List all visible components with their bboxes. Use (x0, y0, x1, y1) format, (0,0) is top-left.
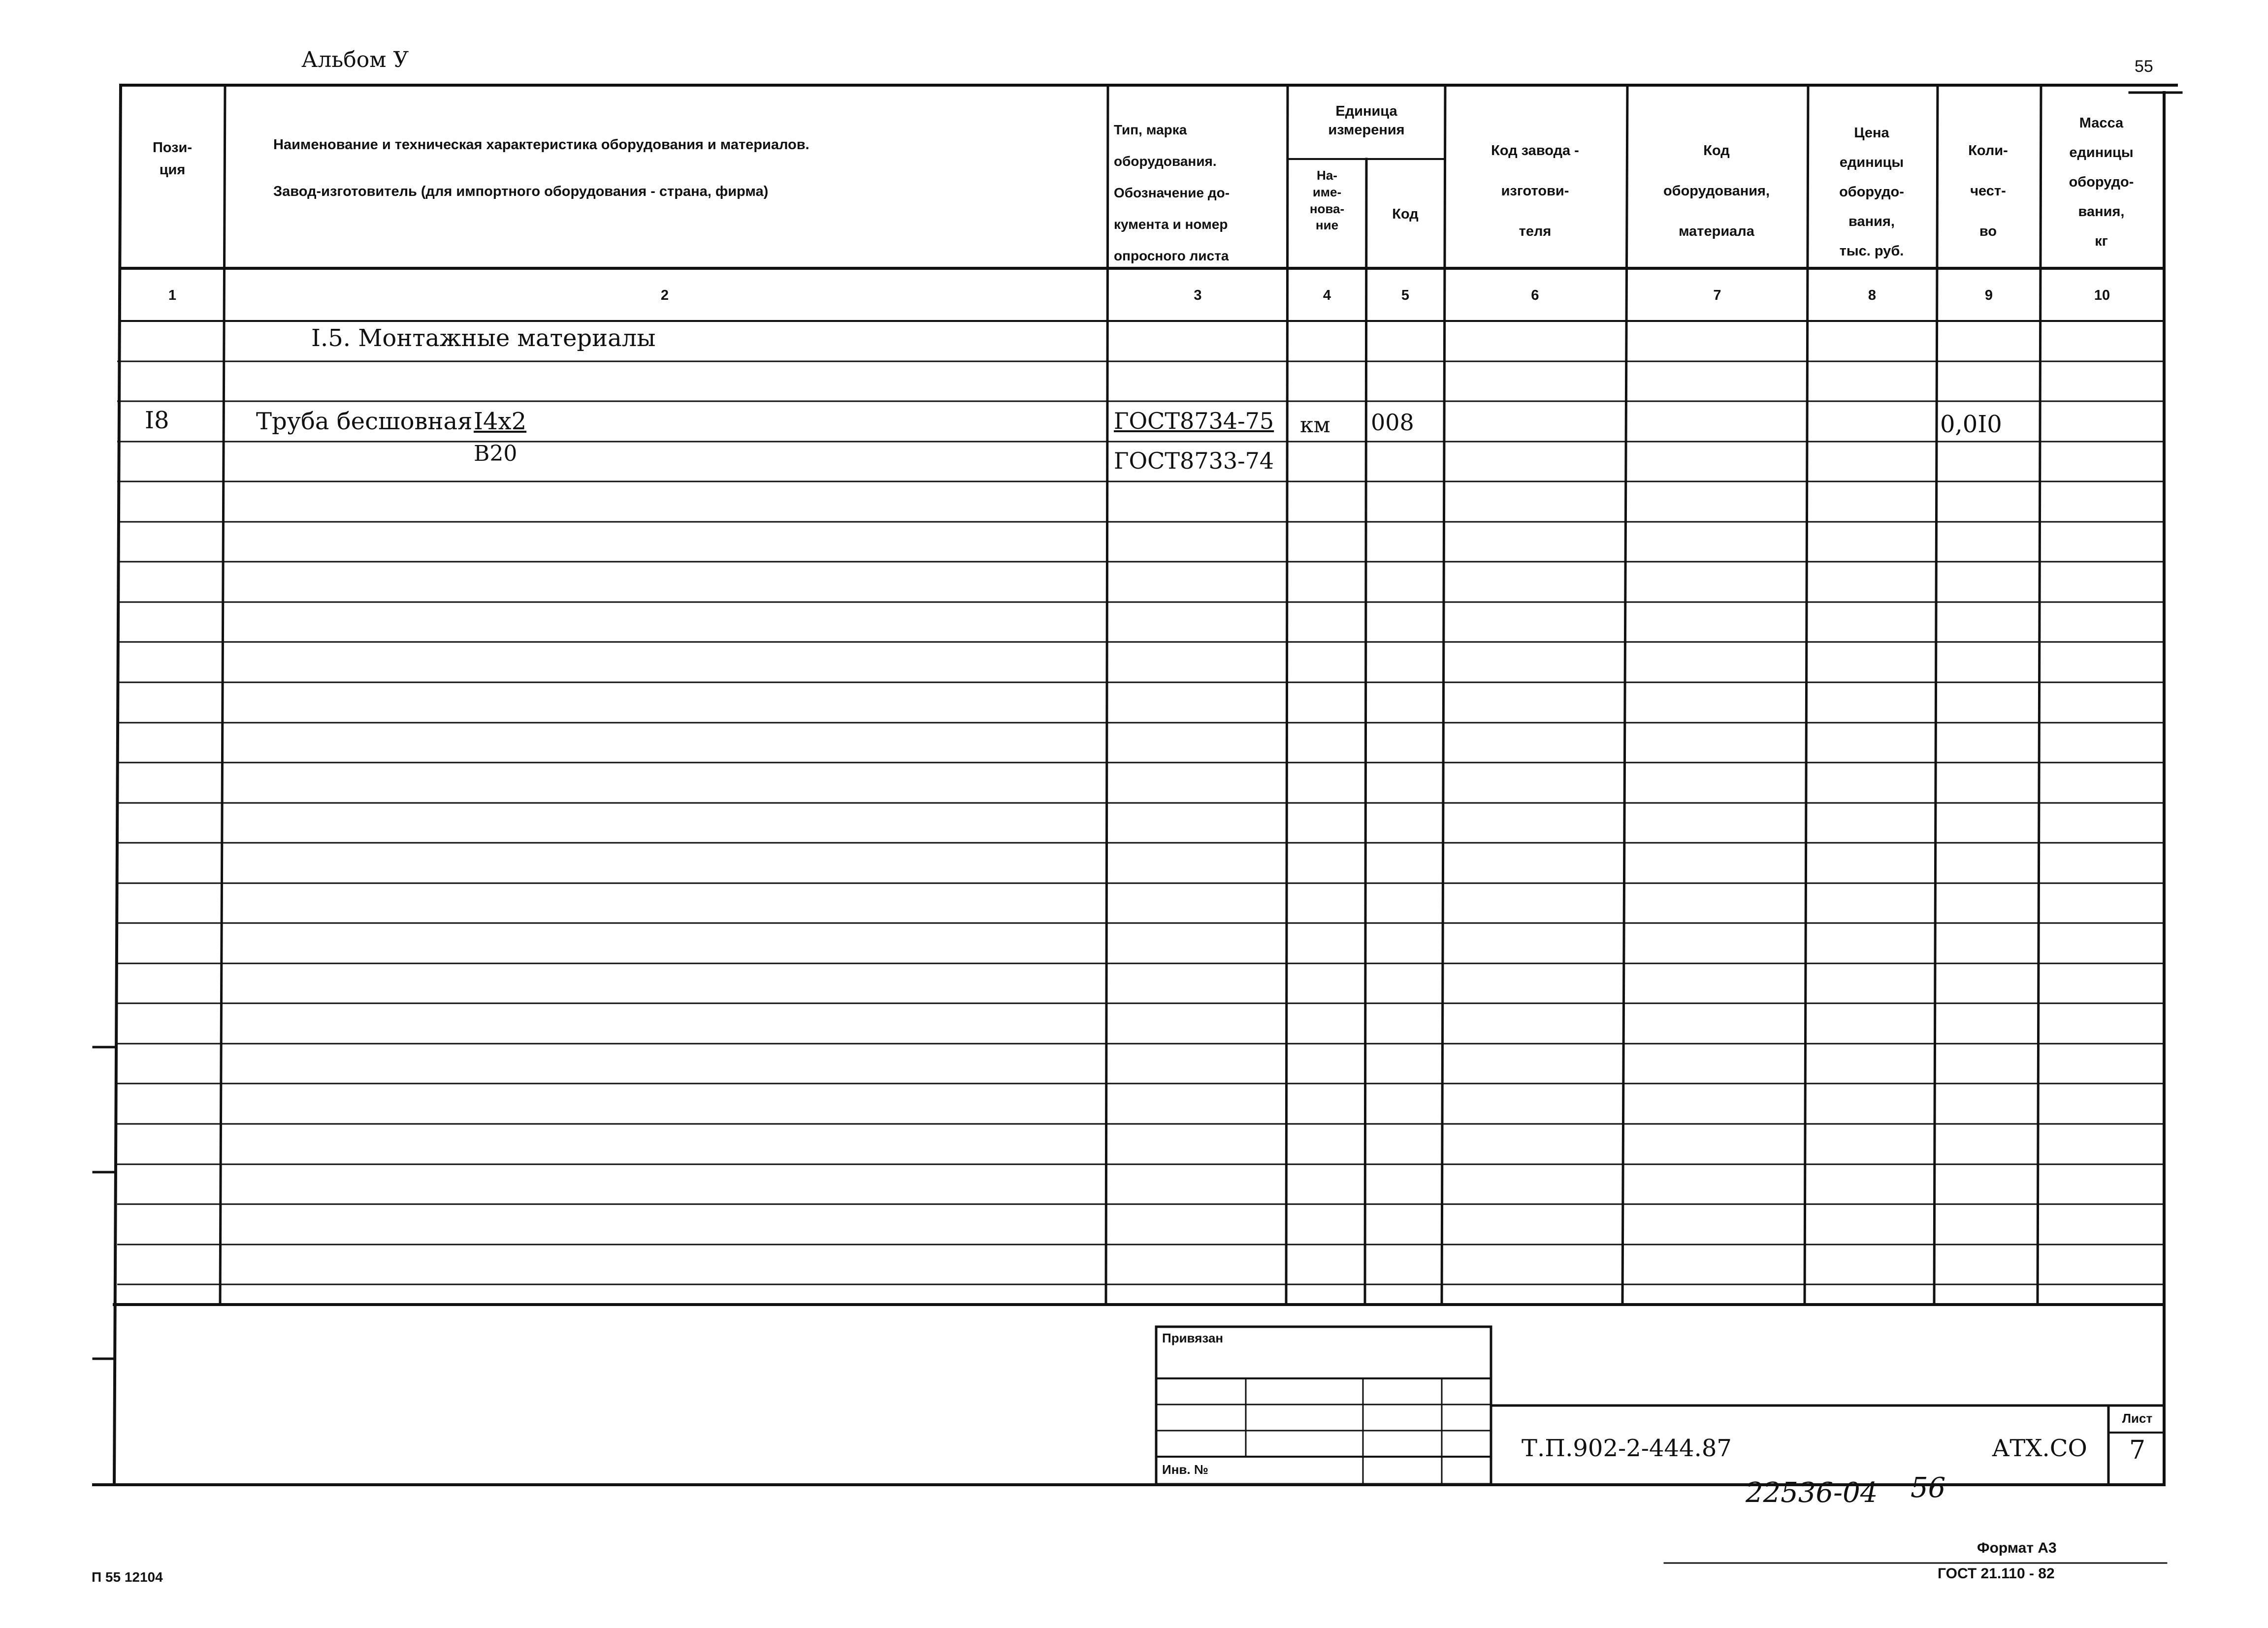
page-corner-mark: 55 (2135, 57, 2153, 76)
header-mass: Масса единицы оборудо- вания, кг (2069, 115, 2134, 249)
header-equipment-code: Код оборудования, материала (1663, 143, 1770, 239)
column-number-10: 10 (2094, 287, 2110, 303)
item-name: Труба бесшовная (256, 408, 473, 435)
header-quantity: Коли- чест- во (1968, 143, 2008, 239)
column-number-1: 1 (168, 287, 177, 303)
column-number-5: 5 (1401, 287, 1410, 303)
stamp-inventory-label: Инв. № (1162, 1462, 1208, 1477)
header-position: Пози- ция (152, 140, 193, 178)
item-doc-2: ГОСТ8733-74 (1114, 447, 1274, 474)
sheet-number: 7 (2129, 1436, 2146, 1465)
item-doc-1: ГОСТ8734-75 (1114, 408, 1274, 434)
column-number-3: 3 (1194, 287, 1202, 303)
column-number-9: 9 (1984, 287, 1993, 303)
item-quantity: 0,0I0 (1940, 411, 2002, 438)
gost-label: ГОСТ 21.110 - 82 (1938, 1565, 2055, 1582)
column-number-7: 7 (1713, 287, 1721, 303)
column-number-4: 4 (1323, 287, 1331, 303)
header-factory-code: Код завода - изготови- теля (1491, 143, 1579, 239)
column-number-6: 6 (1531, 287, 1539, 303)
item-unit-code: 008 (1371, 409, 1414, 436)
item-unit: км (1300, 413, 1330, 438)
handwritten-number: 22536-04 (1746, 1477, 1878, 1509)
form-code: П 55 12104 (92, 1569, 163, 1585)
header-unit-group: Единица измерения (1328, 103, 1405, 138)
format-label: Формат А3 (1977, 1540, 2057, 1556)
document-designation: Т.П.902-2-444.87 (1522, 1435, 1732, 1462)
column-number-2: 2 (660, 287, 669, 303)
album-title: Альбом У (301, 47, 409, 72)
item-size: I4x2 (474, 408, 527, 435)
header-name-line2: Завод-изготовитель (для импортного оборудования - страна, фирма) (273, 184, 769, 199)
header-name-line1: Наименование и техническая характеристика оборудования и материалов. (273, 137, 810, 153)
document-code: АТХ.СО (1992, 1435, 2087, 1462)
column-number-8: 8 (1868, 287, 1877, 303)
item-position: I8 (145, 407, 169, 434)
handwritten-page: 56 (1911, 1472, 1946, 1504)
section-title: I.5. Монтажные материалы (311, 324, 656, 352)
header-price: Цена единицы оборудо- вания, тыс. руб. (1839, 125, 1904, 259)
header-unit-code: Код (1392, 206, 1419, 222)
stamp-attached-label: Привязан (1162, 1331, 1224, 1345)
sheet-label: Лист (2122, 1411, 2153, 1426)
header-type-doc: Тип, марка оборудования. Обозначение до- кумента и номер опросного листа (1114, 122, 1230, 263)
header-unit-name: На- име- нова- ние (1309, 168, 1345, 233)
item-material: B20 (474, 441, 518, 466)
